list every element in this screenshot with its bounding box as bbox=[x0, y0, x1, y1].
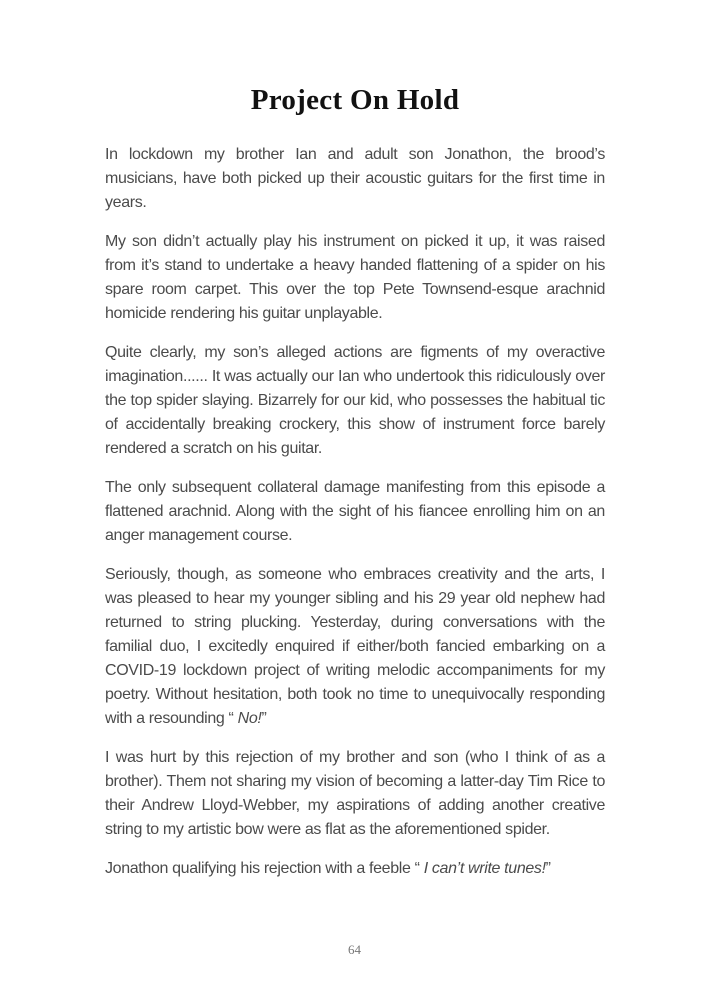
paragraph bbox=[105, 341, 605, 461]
page-content bbox=[105, 0, 605, 896]
text-run: My son didn’t actually play his instrument on picked it up, it was raised from it’s stand to undertake a heavy handed flattening of a spider on his spare room carpet. This over the top Pete Townsend-esque arachnid homicide rendering his guitar unplayable. bbox=[105, 233, 605, 322]
paragraphs bbox=[105, 143, 605, 881]
text-run: ” bbox=[261, 710, 267, 727]
text-run: In lockdown my brother Ian and adult son Jonathon, the brood’s musicians, have both picked up their acoustic guitars for the first time in years. bbox=[105, 146, 605, 211]
text-run: Seriously, though, as someone who embraces creativity and the arts, I was pleased to hear my younger sibling and his 29 year old nephew had returned to string plucking. Yesterday, during conversations with the familial duo, I excitedly enquired if either/both fancied embarking on a COVID-19 lockdown project of writing melodic accompaniments for my poetry. Without hesitation, both took no time to unequivocally responding with a resounding “ bbox=[105, 566, 605, 727]
paragraph bbox=[105, 476, 605, 548]
text-run: I was hurt by this rejection of my brother and son (who I think of as a brother). Them not sharing my vision of becoming a latter-day Tim Rice to their Andrew Lloyd-Webber, my aspirations of adding another creative string to my artistic bow were as flat as the aforementioned spider. bbox=[105, 749, 605, 838]
page-title: Project On Hold bbox=[250, 84, 460, 116]
text-run: ” bbox=[545, 860, 551, 877]
paragraph bbox=[105, 857, 605, 881]
paragraph bbox=[105, 230, 605, 326]
paragraph bbox=[105, 746, 605, 842]
text-run: Quite clearly, my son’s alleged actions are figments of my overactive imagination...... It was actually our Ian who undertook this ridiculously over the top spider slaying. Bizarrely for our kid, who possesses the habitual tic of accidentally breaking crockery, this show of instrument force barely rendered a scratch on his guitar. bbox=[105, 344, 605, 457]
paragraph bbox=[105, 563, 605, 731]
italic-text-run: No! bbox=[237, 710, 262, 727]
italic-text-run: I can’t write tunes! bbox=[423, 860, 546, 877]
text-run: The only subsequent collateral damage manifesting from this episode a flattened arachnid. Along with the sight of his fiancee enrolling him on an anger management course. bbox=[105, 479, 605, 544]
paragraph bbox=[105, 143, 605, 215]
page-number: 64 bbox=[348, 942, 361, 957]
text-run: Jonathon qualifying his rejection with a feeble “ bbox=[105, 860, 424, 877]
